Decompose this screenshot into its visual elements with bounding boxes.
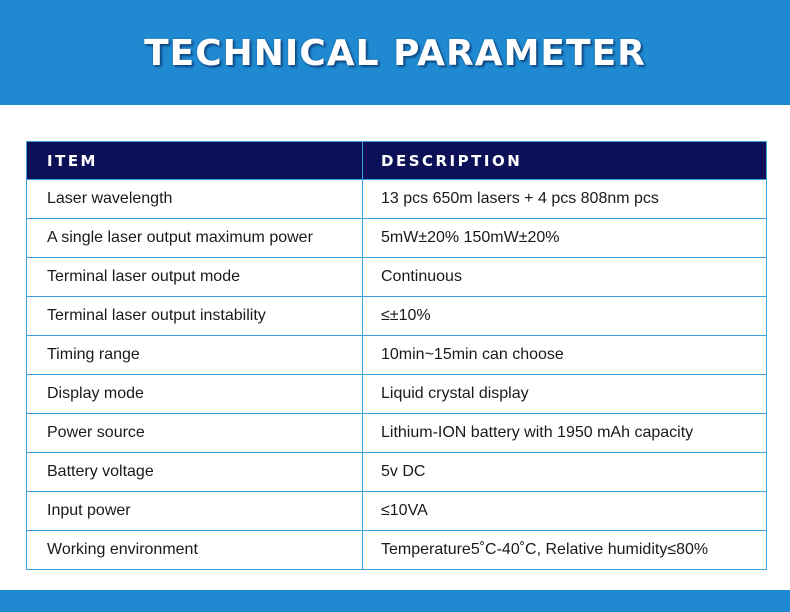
- table-header-row: [27, 142, 767, 180]
- item-cell: Battery voltage: [27, 453, 363, 492]
- description-cell: 5v DC: [363, 453, 767, 492]
- item-cell: Input power: [27, 492, 363, 531]
- item-cell: Power source: [27, 414, 363, 453]
- item-cell: A single laser output maximum power: [27, 219, 363, 258]
- table-row: [27, 180, 767, 219]
- item-cell: Display mode: [27, 375, 363, 414]
- table-row: [27, 219, 767, 258]
- description-cell: 5mW±20% 150mW±20%: [363, 219, 767, 258]
- description-cell: 10min~15min can choose: [363, 336, 767, 375]
- table-row: [27, 336, 767, 375]
- description-cell: Liquid crystal display: [363, 375, 767, 414]
- description-cell: Temperature5˚C-40˚C, Relative humidity≤80%: [363, 531, 767, 570]
- table-row: [27, 531, 767, 570]
- description-cell: ≤10VA: [363, 492, 767, 531]
- item-cell: Timing range: [27, 336, 363, 375]
- column-header-item: ITEM: [27, 142, 363, 180]
- description-cell: Continuous: [363, 258, 767, 297]
- description-cell: Lithium-ION battery with 1950 mAh capacity: [363, 414, 767, 453]
- table-row: [27, 492, 767, 531]
- description-cell: 13 pcs 650m lasers + 4 pcs 808nm pcs: [363, 180, 767, 219]
- table-row: [27, 453, 767, 492]
- title-banner: [0, 0, 790, 105]
- table-row: [27, 258, 767, 297]
- table-row: [27, 414, 767, 453]
- item-cell: Terminal laser output instability: [27, 297, 363, 336]
- item-cell: Terminal laser output mode: [27, 258, 363, 297]
- parameters-table: [26, 141, 767, 570]
- item-cell: Working environment: [27, 531, 363, 570]
- table-row: [27, 375, 767, 414]
- item-cell: Laser wavelength: [27, 180, 363, 219]
- footer-band: [0, 590, 790, 612]
- table-row: [27, 297, 767, 336]
- description-cell: ≤±10%: [363, 297, 767, 336]
- page-title: TECHNICAL PARAMETER: [144, 33, 646, 74]
- column-header-description: DESCRIPTION: [363, 142, 767, 180]
